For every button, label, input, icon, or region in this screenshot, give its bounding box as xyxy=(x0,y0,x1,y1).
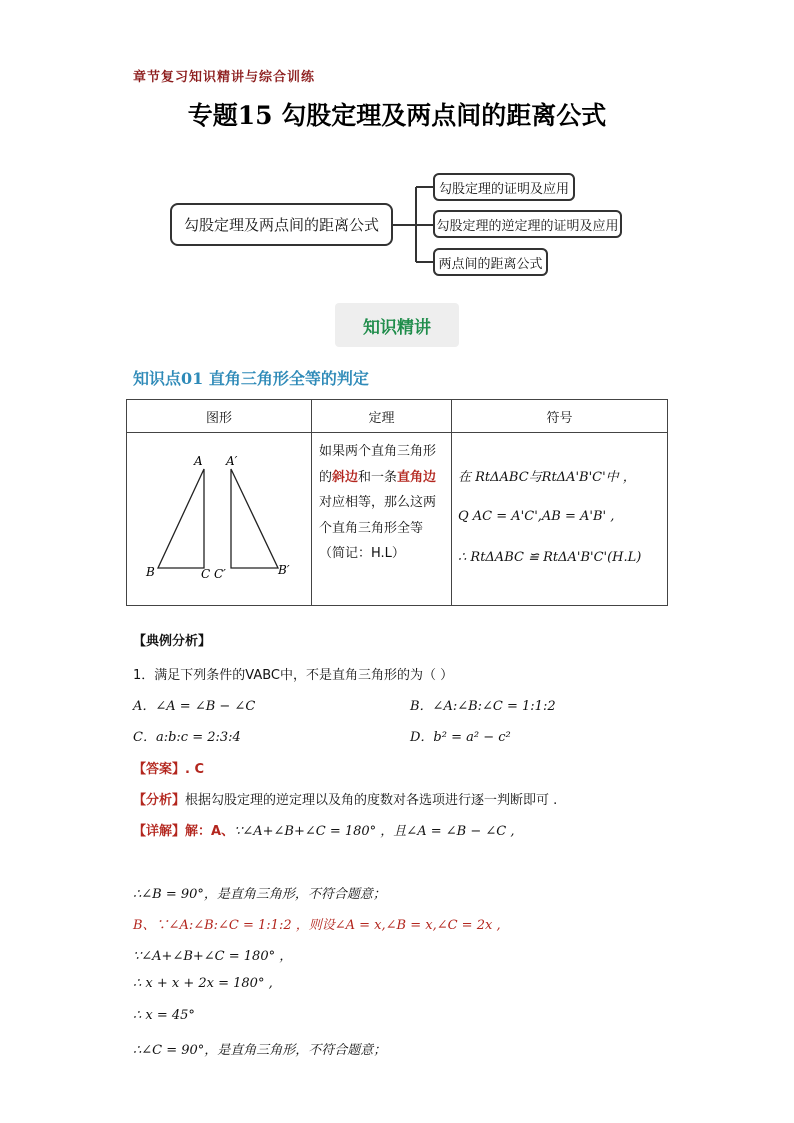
theorem-text-3: 对应相等，那么这两个直角三角形全等（简记：H.L） xyxy=(319,495,437,561)
mindmap-branch-3 xyxy=(433,248,548,276)
detail-step-4: ∴ x + x + 2x = 180° , xyxy=(133,976,273,991)
mindmap-branch-label: 勾股定理的逆定理的证明及应用 xyxy=(436,218,619,234)
symbol-line-3: ∴ RtΔABC ≌ RtΔA'B'C'(H.L) xyxy=(458,550,642,565)
triangle-abc-prime xyxy=(231,469,278,568)
column-header-theorem: 定理 xyxy=(312,400,452,433)
option-d: D．b² = a² − c² xyxy=(410,730,511,745)
option-a: A．∠A = ∠B − ∠C xyxy=(133,699,256,714)
symbol-cell xyxy=(452,433,668,606)
option-b: B．∠A:∠B:∠C = 1:1:2 xyxy=(410,699,556,714)
figure-cell xyxy=(127,433,312,606)
option-c: C．a:b:c = 2:3:4 xyxy=(133,730,241,745)
detail-label: 【详解】 xyxy=(133,824,186,839)
mindmap-root-label: 勾股定理及两点间的距离公式 xyxy=(183,216,379,234)
theorem-cell xyxy=(312,433,452,606)
detail-step-5: ∴ x = 45° xyxy=(133,1008,195,1023)
column-header-figure: 图形 xyxy=(127,400,312,433)
detail-step-3: ∵∠A+∠B+∠C = 180° ， xyxy=(133,949,293,964)
label-c: C xyxy=(201,567,211,581)
detail-step-1: ∴∠B = 90°，是直角三角形，不符合题意； xyxy=(133,887,386,902)
detail-line xyxy=(133,820,514,839)
answer-label: 【答案】 xyxy=(133,762,186,777)
triangle-abc xyxy=(158,469,204,568)
symbol-line-2: Q AC = A'C',AB = A'B' , xyxy=(458,509,615,524)
column-header-symbol: 符号 xyxy=(452,400,668,433)
section-badge: 知识精讲 xyxy=(335,303,459,347)
knowledge-table xyxy=(126,399,668,606)
mindmap-branch-1 xyxy=(433,173,575,201)
detail-lead: 解：A、 xyxy=(185,824,235,839)
analysis-text: 根据勾股定理的逆定理以及角的度数对各选项进行逐一判断即可 . xyxy=(185,793,558,808)
label-c-prime: C′ xyxy=(214,567,226,581)
mindmap-branch-label: 两点间的距离公式 xyxy=(438,256,543,272)
chapter-tag: 章节复习知识精讲与综合训练 xyxy=(133,70,316,85)
knowledge-point-heading: 知识点01 直角三角形全等的判定 xyxy=(133,369,369,388)
label-a-prime: A′ xyxy=(226,454,238,468)
example-heading: 【典例分析】 xyxy=(133,634,212,649)
answer-value: . C xyxy=(185,762,205,777)
detail-step-2: B、∵∠A:∠B:∠C = 1:1:2 ，则设∠A = x,∠B = x,∠C = 2x , xyxy=(133,918,501,933)
question-text: 1．满足下列条件的VABC中，不是直角三角形的为（ ） xyxy=(133,668,454,683)
analysis-label: 【分析】 xyxy=(133,793,186,808)
triangles-figure xyxy=(128,434,310,600)
page-title: 专题15 勾股定理及两点间的距离公式 xyxy=(187,101,607,130)
mindmap-branch-label: 勾股定理的证明及应用 xyxy=(438,181,569,197)
theorem-text-1: 如果两个直角三角形的 xyxy=(319,444,437,485)
analysis-line xyxy=(133,789,557,808)
theorem-keyword-hypotenuse: 斜边 xyxy=(332,469,359,485)
theorem-keyword-leg: 直角边 xyxy=(397,469,437,485)
theorem-text-2: 和一条 xyxy=(358,469,398,485)
label-b-prime: B′ xyxy=(278,563,290,577)
mindmap-branch-2 xyxy=(433,210,622,238)
answer-line xyxy=(133,758,204,777)
mindmap-root xyxy=(170,203,393,246)
detail-step-6: ∴∠C = 90°，是直角三角形，不符合题意； xyxy=(133,1043,387,1058)
label-a: A xyxy=(194,454,203,468)
detail-first: ∵∠A+∠B+∠C = 180° ，且∠A = ∠B − ∠C , xyxy=(234,824,515,839)
symbol-line-1: 在 RtΔABC与RtΔA'B'C'中 ， xyxy=(458,470,636,485)
label-b: B xyxy=(146,565,155,579)
mindmap-connectors xyxy=(0,0,794,300)
